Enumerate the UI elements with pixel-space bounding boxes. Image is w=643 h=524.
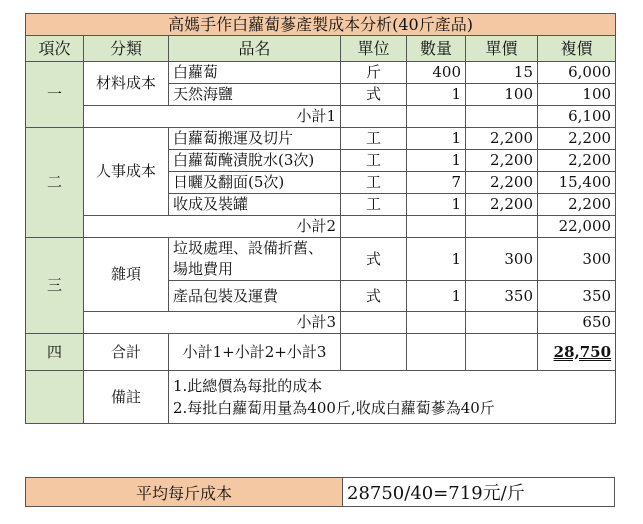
item-price: 15: [466, 62, 538, 84]
header-total: 複價: [538, 36, 616, 62]
average-cost-box: [25, 477, 615, 507]
cost-analysis-table: [25, 13, 616, 424]
notes-row: [26, 371, 616, 424]
item-total: 2,200: [538, 128, 616, 150]
item-name: 白蘿蔔搬運及切片: [169, 128, 341, 150]
header-name: 品名: [169, 36, 341, 62]
item-qty: 1: [407, 194, 466, 216]
note-line-2: 2.每批白蘿蔔用量為400斤,收成白蘿蔔蔘為40斤: [173, 399, 495, 417]
item-name: 產品包裝及運費: [169, 281, 341, 312]
notes-content: [169, 371, 616, 424]
item-price: 2,200: [466, 128, 538, 150]
item-unit: 工: [341, 128, 407, 150]
subtotal-value: 22,000: [538, 216, 616, 238]
section-number: 二: [26, 128, 84, 238]
item-total: 6,000: [538, 62, 616, 84]
item-total: 2,200: [538, 194, 616, 216]
table-row: [26, 238, 616, 281]
note-line-1: 1.此總價為每批的成本: [173, 377, 323, 395]
item-name: 白蘿蔔醃漬脫水(3次): [169, 150, 341, 172]
section-category: 材料成本: [84, 62, 169, 106]
subtotal-label: 小計2: [84, 216, 341, 238]
item-price: 300: [466, 238, 538, 281]
item-total: 300: [538, 238, 616, 281]
subtotal-row: [26, 106, 616, 128]
item-name: 天然海鹽: [169, 84, 341, 106]
item-qty: 1: [407, 238, 466, 281]
header-qty: 數量: [407, 36, 466, 62]
item-price: 2,200: [466, 194, 538, 216]
item-qty: 1: [407, 150, 466, 172]
section-category: 雜項: [84, 238, 169, 312]
item-name: 白蘿蔔: [169, 62, 341, 84]
grand-total-row: [26, 334, 616, 371]
item-price: 100: [466, 84, 538, 106]
section-number: 一: [26, 62, 84, 128]
item-price: 2,200: [466, 150, 538, 172]
section-number: 四: [26, 334, 84, 371]
item-qty: 7: [407, 172, 466, 194]
item-price: 2,200: [466, 172, 538, 194]
item-name: 垃圾處理、設備折舊、場地費用: [169, 238, 341, 281]
subtotal-value: 6,100: [538, 106, 616, 128]
table-row: [26, 62, 616, 84]
section-category: 合計: [84, 334, 169, 371]
table-title: 高媽手作白蘿蔔蔘產製成本分析(40斤產品): [26, 14, 616, 36]
item-total: 2,200: [538, 150, 616, 172]
item-qty: 400: [407, 62, 466, 84]
item-total: 100: [538, 84, 616, 106]
subtotal-value: 650: [538, 312, 616, 334]
item-unit: 式: [341, 238, 407, 281]
item-name: 日曬及翻面(5次): [169, 172, 341, 194]
item-unit: 工: [341, 194, 407, 216]
total-formula: 小計1+小計2+小計3: [169, 334, 341, 371]
subtotal-row: [26, 312, 616, 334]
header-item-no: 項次: [26, 36, 84, 62]
item-price: 350: [466, 281, 538, 312]
item-unit: 式: [341, 84, 407, 106]
item-total: 15,400: [538, 172, 616, 194]
item-unit: 式: [341, 281, 407, 312]
grand-total-value: 28,750: [553, 342, 612, 361]
subtotal-label: 小計3: [84, 312, 341, 334]
item-unit: 斤: [341, 62, 407, 84]
item-unit: 工: [341, 150, 407, 172]
header-category: 分類: [84, 36, 169, 62]
notes-label: 備註: [84, 371, 169, 424]
table-row: [26, 128, 616, 150]
item-qty: 1: [407, 84, 466, 106]
average-cost-value: 28750/40=719元/斤: [347, 483, 525, 504]
section-number: 三: [26, 238, 84, 334]
item-qty: 1: [407, 281, 466, 312]
subtotal-label: 小計1: [84, 106, 341, 128]
header-unit: 單位: [341, 36, 407, 62]
header-row: [26, 36, 616, 62]
item-name: 收成及裝罐: [169, 194, 341, 216]
section-category: 人事成本: [84, 128, 169, 216]
item-qty: 1: [407, 128, 466, 150]
item-total: 350: [538, 281, 616, 312]
item-unit: 工: [341, 172, 407, 194]
header-price: 單價: [466, 36, 538, 62]
subtotal-row: [26, 216, 616, 238]
average-cost-label: 平均每斤成本: [26, 478, 343, 506]
